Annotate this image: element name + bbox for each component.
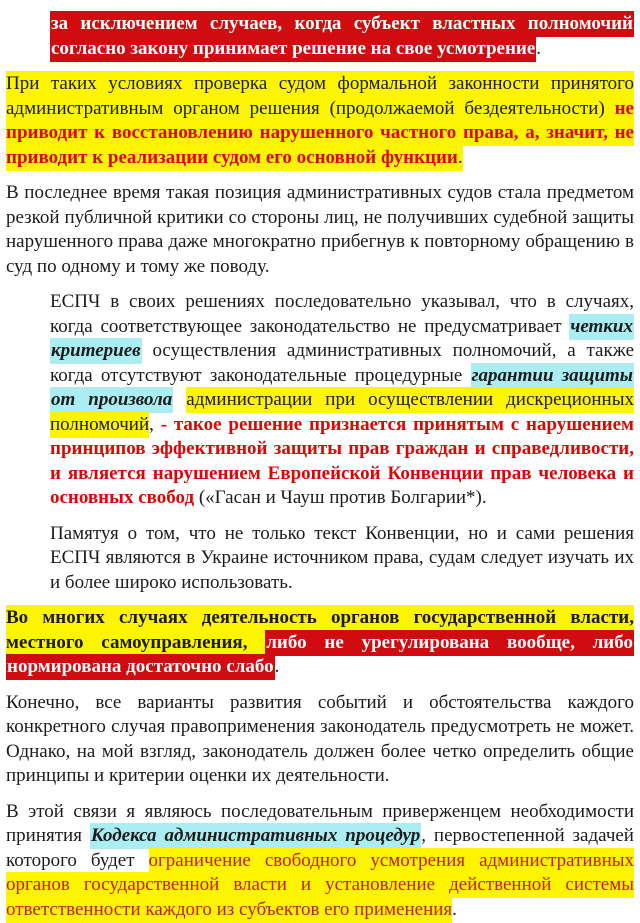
text-run-hl-cyan: четких критериев: [50, 314, 634, 365]
text-run-plain: Памятуя о том, что не только текст Конвенции, но и сами решения ЕСПЧ являются в Украине источником права, судам следует изучать их и более широко использовать.: [50, 522, 634, 593]
text-run-plain: В последнее время такая позиция административных судов стала предметом резкой публичной критики со стороны лиц, не получивших судебной защиты нарушенного права даже многократно прибегнув к повторному обращению в суд по одному и тому же поводу.: [6, 182, 634, 277]
text-run-hl-yellow: .: [458, 145, 463, 171]
text-run-hl-yellow-red: ограничение свободного усмотрения административных органов государственной власти и установление действенной системы ответственности каждого из субъектов его применения: [6, 848, 634, 923]
text-run-plain: [173, 389, 186, 410]
text-run-hl-red: либо не урегулирована вообще, либо нормирована достаточно слабо: [6, 630, 634, 681]
document-body: [6, 12, 634, 922]
text-run-plain: .: [274, 656, 280, 677]
paragraph-public-criticism: [6, 181, 634, 279]
paragraph-court-review: [6, 72, 634, 170]
text-run-plain: В этой связи я являюсь последовательным приверженцем необходимости принятия: [6, 800, 634, 846]
paragraph-convention-source: [50, 522, 634, 596]
paragraph-admin-procedures-code: [6, 800, 634, 923]
text-run-plain: осуществления административных полномочий, а также когда отсутствуют законодательные процедурные: [50, 340, 634, 386]
text-run-hl-red: за исключением случаев, когда субъект властных полномочий согласно закону принимает решение на свое усмотрение: [50, 11, 634, 62]
text-run-hl-yellow-bold: Во многих случаях деятельность органов государственной власти, местного самоуправления,: [6, 605, 634, 656]
text-run-plain: .: [536, 37, 542, 59]
text-run-hl-yellow: администрации при осуществлении дискреционных полномочий: [50, 387, 634, 438]
text-run-plain: ЕСПЧ в своих решениях последовательно указывал, что в случаях, когда соответствующее законодательство не предусматривает: [50, 291, 634, 337]
paragraph-legislator-limits: [6, 691, 634, 789]
text-run-plain: , первостепенной задачей которого будет: [6, 825, 634, 871]
paragraph-red-carryover: [50, 12, 634, 61]
paragraph-unregulated-activity: [6, 606, 634, 680]
text-run-hl-yellow: При таких условиях проверка судом формальной законности принятого административным органом решения (продолжаемой бездеятельности): [6, 71, 634, 122]
text-run-plain: Конечно, все варианты развития событий и обстоятельства каждого конкретного случая правоприменения законодатель предусмотреть не может. Однако, на мой взгляд, законодатель должен более четко определить общие принципы и критерии оценки их деятельности.: [6, 691, 634, 786]
paragraph-echr-quote: [50, 290, 634, 511]
text-run-hl-cyan: гарантии защиты от произвола: [50, 363, 634, 414]
text-run-plain: («Гасан и Чауш против Болгарии*).: [194, 487, 487, 508]
text-run-plain: .: [452, 898, 457, 920]
text-run-hl-yellow-redbold: не приводит к восстановлению нарушенного частного права, а, значит, не приводит к реализации судом его основной функции: [6, 96, 634, 171]
text-run-plain: ,: [149, 413, 161, 435]
text-run-red-bold: - такое решение признается принятым с нарушением принципов эффективной защиты прав граждан и справедливости, и является нарушением Европейской Конвенции прав человека и основных свобод: [50, 413, 634, 508]
text-run-hl-cyan: Кодекса административных процедур: [90, 823, 421, 849]
